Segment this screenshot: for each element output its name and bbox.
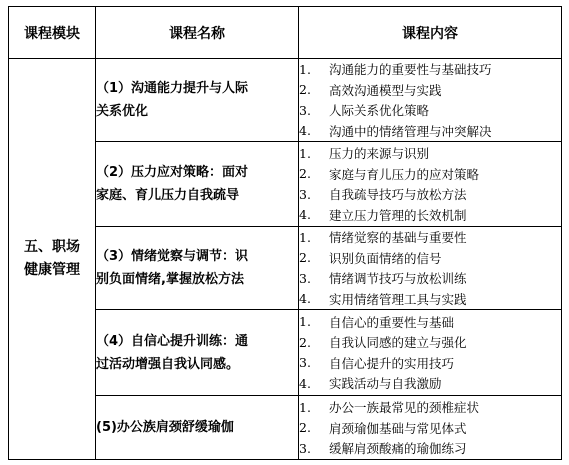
item-number: 3. <box>299 355 311 371</box>
item-text: 肩颈瑜伽基础与常见体式 <box>329 420 467 436</box>
item-number: 3. <box>299 270 311 286</box>
course-table <box>8 6 562 460</box>
list-item <box>299 100 561 121</box>
list-item <box>299 353 561 374</box>
list-item <box>299 248 561 269</box>
item-number: 1. <box>299 314 311 330</box>
table-row <box>9 59 562 142</box>
item-number: 4. <box>299 207 311 223</box>
course-name <box>96 227 299 310</box>
list-item <box>299 417 561 438</box>
content-list <box>299 227 561 309</box>
course-content <box>299 396 562 460</box>
item-number: 3. <box>299 186 311 202</box>
item-text: 情绪觉察的基础与重要性 <box>329 230 467 246</box>
list-item <box>299 143 561 164</box>
header-module: 课程模块 <box>9 7 96 59</box>
item-text: 自信心提升的实用技巧 <box>329 355 455 371</box>
list-item <box>299 438 561 459</box>
course-name-line2: 别负面情绪,掌握放松方法 <box>96 272 244 287</box>
course-content <box>299 227 562 310</box>
item-text: 沟通中的情绪管理与冲突解决 <box>329 123 492 139</box>
item-text: 实践活动与自我激励 <box>329 376 442 392</box>
item-number: 3. <box>299 102 311 118</box>
header-content: 课程内容 <box>299 7 562 59</box>
item-number: 1. <box>299 399 311 415</box>
item-number: 4. <box>299 123 311 139</box>
list-item <box>299 227 561 248</box>
course-name <box>96 142 299 227</box>
course-name-line1: （3）情绪觉察与调节：识 <box>96 249 249 264</box>
item-text: 实用情绪管理工具与实践 <box>329 291 467 307</box>
course-content <box>299 310 562 396</box>
item-text: 自我认同感的建立与强化 <box>329 335 467 351</box>
item-number: 1. <box>299 61 311 77</box>
header-row <box>9 7 562 59</box>
item-number: 2. <box>299 82 311 98</box>
list-item <box>299 397 561 418</box>
item-number: 1. <box>299 229 311 245</box>
item-number: 4. <box>299 375 311 391</box>
item-text: 缓解肩颈酸痛的瑜伽练习 <box>329 441 467 456</box>
course-name-line1: （1）沟通能力提升与人际 <box>96 81 249 96</box>
list-item <box>299 164 561 185</box>
course-content <box>299 142 562 227</box>
content-list <box>299 312 561 394</box>
item-text: 家庭与育儿压力的应对策略 <box>329 166 480 182</box>
course-name-line1: （2）压力应对策略：面对 <box>96 165 249 180</box>
item-number: 2. <box>299 420 311 435</box>
course-name <box>96 59 299 142</box>
list-item <box>299 268 561 289</box>
item-text: 自信心的重要性与基础 <box>329 314 455 330</box>
list-item <box>299 312 561 333</box>
course-name <box>96 310 299 396</box>
course-name <box>96 396 299 460</box>
item-number: 2. <box>299 334 311 350</box>
content-list <box>299 59 561 141</box>
course-name-line1: （4）自信心提升训练：通 <box>96 333 249 349</box>
list-item <box>299 205 561 226</box>
content-list <box>299 143 561 225</box>
item-text: 自我疏导技巧与放松方法 <box>329 187 467 203</box>
item-text: 压力的来源与识别 <box>329 146 430 162</box>
module-label-line2: 健康管理 <box>24 262 80 278</box>
course-name-line1: (5)办公族肩颈舒缓瑜伽 <box>96 420 234 435</box>
course-name-line2: 关系优化 <box>96 104 149 119</box>
list-item <box>299 59 561 80</box>
item-text: 办公一族最常见的颈椎症状 <box>329 400 480 415</box>
module-label-line1: 五、职场 <box>24 239 80 255</box>
course-name-line2: 过活动增强自我认同感。 <box>96 356 240 372</box>
item-text: 沟通能力的重要性与基础技巧 <box>329 62 492 78</box>
item-text: 建立压力管理的长效机制 <box>329 207 467 223</box>
list-item <box>299 373 561 394</box>
header-name: 课程名称 <box>96 7 299 59</box>
item-text: 人际关系优化策略 <box>329 103 430 119</box>
list-item <box>299 289 561 310</box>
list-item <box>299 332 561 353</box>
item-text: 情绪调节技巧与放松训练 <box>329 271 467 287</box>
module-cell <box>9 59 96 460</box>
course-content <box>299 59 562 142</box>
content-list <box>299 397 561 459</box>
item-text: 高效沟通模型与实践 <box>329 82 442 98</box>
item-text: 识别负面情绪的信号 <box>329 250 442 266</box>
item-number: 3. <box>299 440 311 456</box>
list-item <box>299 80 561 101</box>
item-number: 4. <box>299 291 311 307</box>
list-item <box>299 184 561 205</box>
course-name-line2: 家庭、育儿压力自我疏导 <box>96 188 240 203</box>
list-item <box>299 121 561 142</box>
item-number: 1. <box>299 145 311 161</box>
item-number: 2. <box>299 250 311 266</box>
item-number: 2. <box>299 166 311 182</box>
